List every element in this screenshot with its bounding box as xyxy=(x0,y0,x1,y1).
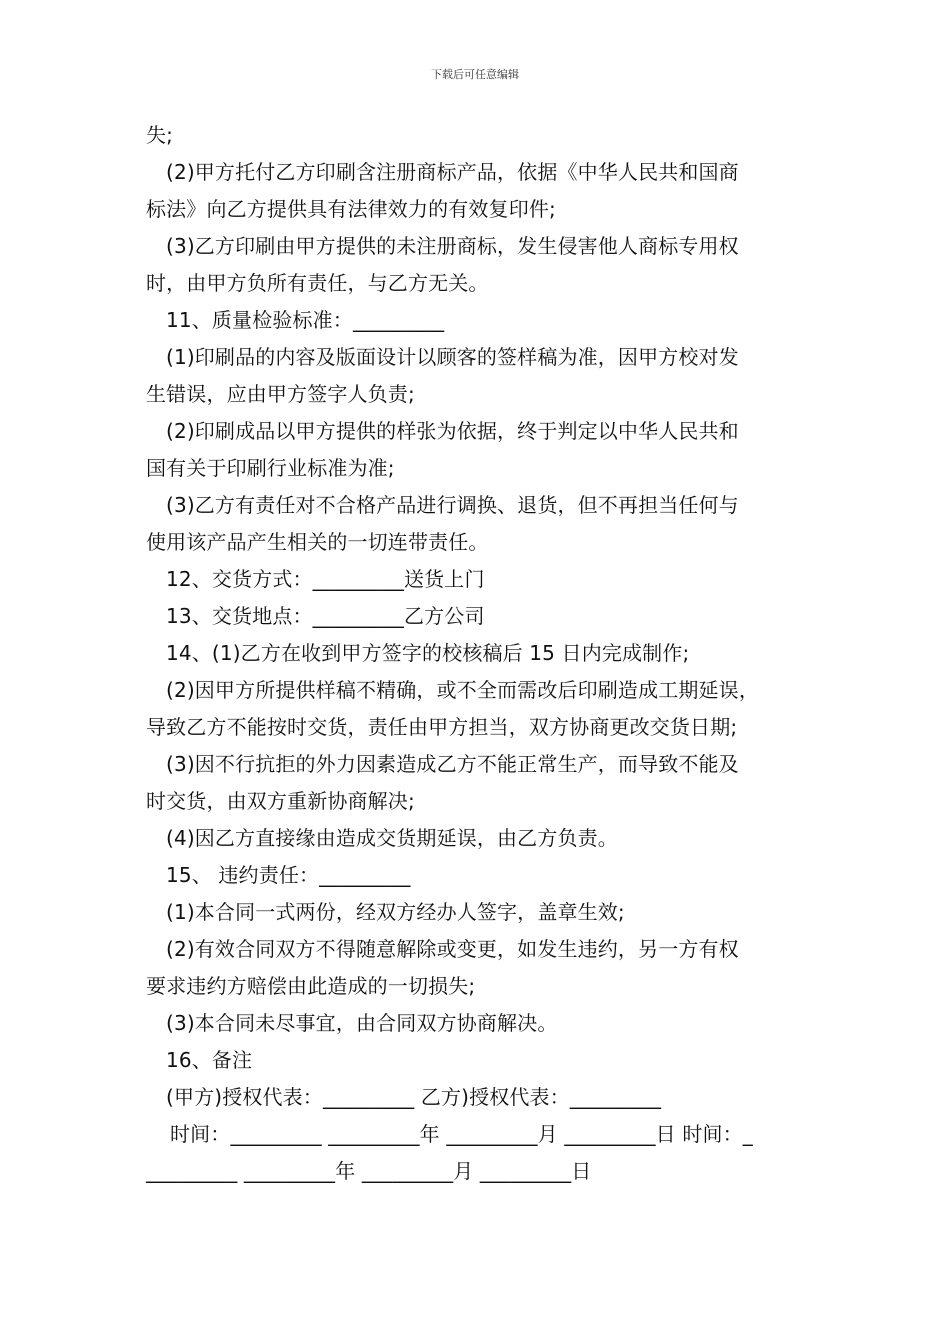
section-heading: 11、质量检验标准：_________ xyxy=(166,308,445,332)
text-line: 要求违约方赔偿由此造成的一切损失; xyxy=(146,974,476,998)
text-line: (3)乙方印刷由甲方提供的未注册商标，发生侵害他人商标专用权 xyxy=(166,234,739,258)
date-line: 时间：_________ _________年 _________月 _________日 时间：_ xyxy=(170,1122,753,1146)
text-line: (2)印刷成品以甲方提供的样张为依据，终于判定以中华人民共和 xyxy=(166,419,739,443)
text-line: (3)本合同未尽事宜，由合同双方协商解决。 xyxy=(166,1011,558,1035)
signature-line: (甲方)授权代表：_________ 乙方)授权代表：_________ xyxy=(166,1085,662,1109)
section-heading: 12、交货方式：_________送货上门 xyxy=(166,567,485,591)
text-line: (3)因不行抗拒的外力因素造成乙方不能正常生产，而导致不能及 xyxy=(166,752,739,776)
text-line: 国有关于印刷行业标准为准; xyxy=(146,456,395,480)
text-line: (2)甲方托付乙方印刷含注册商标产品，依据《中华人民共和国商 xyxy=(166,160,739,184)
text-line: 使用该产品产生相关的一切连带责任。 xyxy=(146,530,489,554)
document-body xyxy=(146,117,812,1190)
section-heading: 15、 违约责任：_________ xyxy=(166,863,411,887)
text-line: 标法》向乙方提供具有法律效力的有效复印件; xyxy=(146,197,556,221)
text-line: 失; xyxy=(146,123,174,147)
text-line: (2)因甲方所提供样稿不精确，或不全而需改后印刷造成工期延误， xyxy=(166,678,759,702)
text-line: 时，由甲方负所有责任，与乙方无关。 xyxy=(146,271,489,295)
page-header: 下载后可任意编辑 xyxy=(431,68,519,81)
section-heading: 16、备注 xyxy=(166,1048,253,1072)
text-line: 生错误，应由甲方签字人负责; xyxy=(146,382,415,406)
section-heading: 14、(1)乙方在收到甲方签字的校核稿后 15 日内完成制作; xyxy=(166,641,690,665)
text-line: (2)有效合同双方不得随意解除或变更，如发生违约，另一方有权 xyxy=(166,937,739,961)
section-heading: 13、交货地点：_________乙方公司 xyxy=(166,604,485,628)
text-line: (1)本合同一式两份，经双方经办人签字，盖章生效; xyxy=(166,900,625,924)
text-line: 时交货，由双方重新协商解决; xyxy=(146,789,415,813)
text-line: (1)印刷品的内容及版面设计以顾客的签样稿为准，因甲方校对发 xyxy=(166,345,739,369)
text-line: (3)乙方有责任对不合格产品进行调换、退货，但不再担当任何与 xyxy=(166,493,739,517)
date-line: _________ _________年 _________月 _________日 xyxy=(146,1159,592,1183)
text-line: 导致乙方不能按时交货，责任由甲方担当，双方协商更改交货日期; xyxy=(146,715,738,739)
text-line: (4)因乙方直接缘由造成交货期延误，由乙方负责。 xyxy=(166,826,618,850)
